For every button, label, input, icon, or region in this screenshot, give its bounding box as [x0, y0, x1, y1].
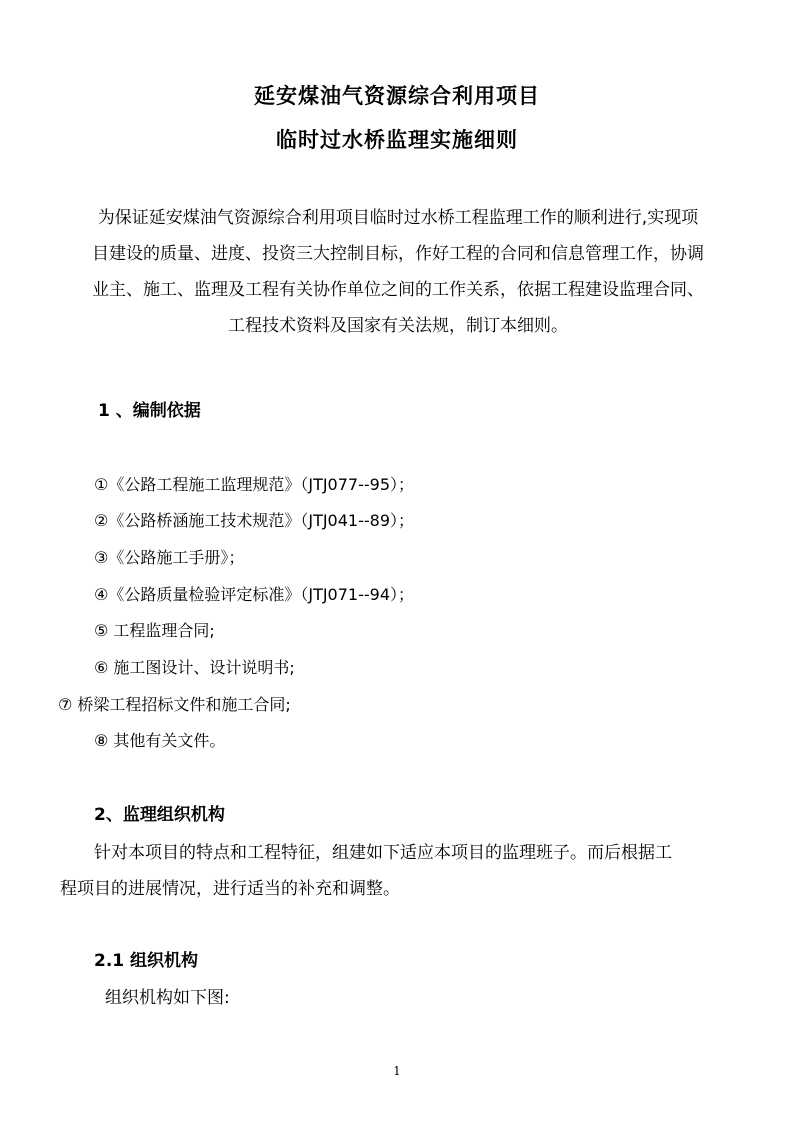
intro-paragraph: [60, 200, 736, 344]
section-2-body-line: 针对本项目的特点和工程特征，组建如下适应本项目的监理班子。而后根据工: [94, 843, 672, 863]
title-line-2: 临时过水桥监理实施细则: [276, 128, 518, 152]
intro-line: 工程技术资料及国家有关法规，制订本细则。: [228, 316, 568, 336]
page-number: 1: [393, 1064, 401, 1078]
section-2-heading: 2、监理组织机构: [94, 805, 225, 825]
reference-item: ①《公路工程施工监理规范》（JTJ077--95）；: [94, 475, 415, 494]
section-1-heading: 1 、编制依据: [98, 401, 201, 421]
intro-line: 目建设的质量、进度、投资三大控制目标，作好工程的合同和信息管理工作，协调: [92, 244, 704, 264]
reference-item: ③《公路施工手册》；: [94, 548, 245, 567]
title-line-1: 延安煤油气资源综合利用项目: [254, 84, 540, 108]
reference-item: ⑧ 其他有关文件。: [94, 731, 226, 750]
section-2-1-heading: 2.1 组织机构: [94, 951, 199, 971]
intro-line: 为保证延安煤油气资源综合利用项目临时过水桥工程监理工作的顺利进行,实现项: [97, 208, 699, 228]
reference-item: ④《公路质量检验评定标准》（JTJ071--94）；: [94, 585, 415, 604]
intro-line: 业主、施工、监理及工程有关协作单位之间的工作关系，依据工程建设监理合同、: [92, 280, 704, 300]
section-2-body-line: 程项目的进展情况，进行适当的补充和调整。: [60, 879, 400, 899]
reference-item: ⑥ 施工图设计、设计说明书;: [94, 658, 295, 677]
section-2-1-body: 组织机构如下图:: [105, 988, 230, 1008]
reference-item: ⑦ 桥梁工程招标文件和施工合同;: [58, 695, 291, 714]
reference-item: ⑤ 工程监理合同;: [94, 621, 215, 640]
reference-item: ②《公路桥涵施工技术规范》（JTJ041--89）；: [94, 511, 415, 530]
